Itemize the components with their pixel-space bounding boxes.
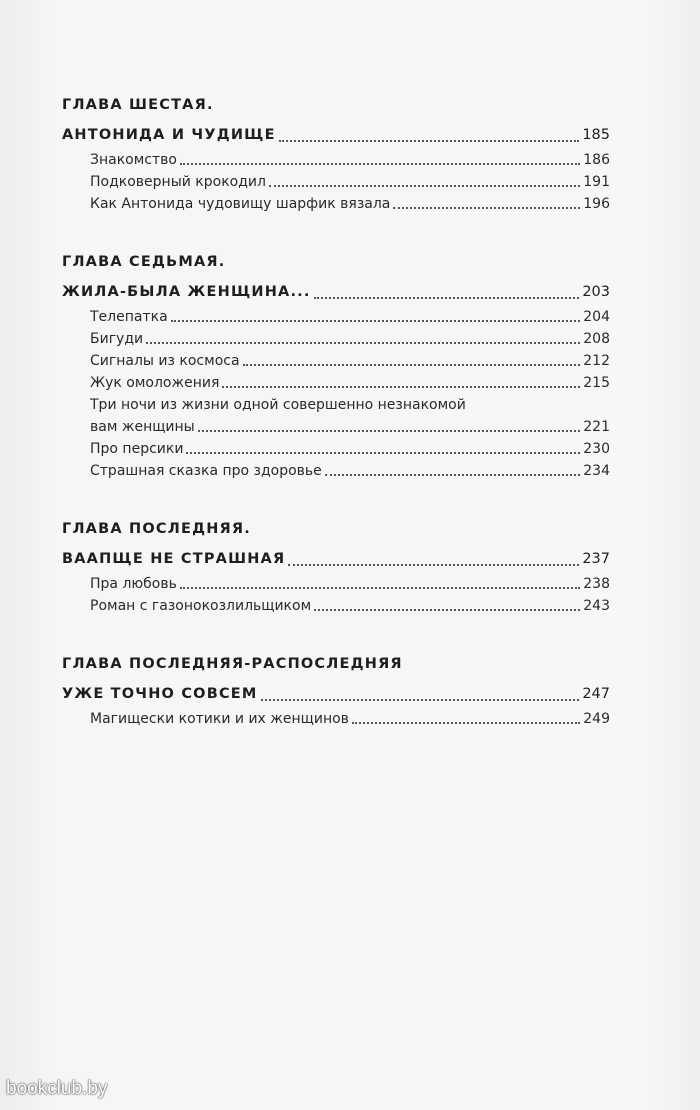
table-of-contents xyxy=(62,92,610,764)
chapter-heading: ГЛАВА ШЕСТАЯ. xyxy=(62,97,214,113)
entry-title: АНТОНИДА И ЧУДИЩЕ xyxy=(62,127,276,143)
toc-entry xyxy=(62,595,610,617)
dot-leader xyxy=(352,722,580,724)
dot-leader xyxy=(314,609,580,611)
page-number: 221 xyxy=(583,419,610,435)
page-number: 196 xyxy=(583,196,610,212)
dot-leader xyxy=(198,430,581,432)
dot-leader xyxy=(222,386,580,388)
toc-entry-line1 xyxy=(62,394,610,416)
entry-title: Знакомство xyxy=(90,152,177,168)
entry-title: ЖИЛА-БЫЛА ЖЕНЩИНА... xyxy=(62,284,311,300)
entry-title: Жук омоложения xyxy=(90,375,220,391)
toc-entry xyxy=(62,372,610,394)
dot-leader xyxy=(314,297,580,299)
toc-entry xyxy=(62,328,610,350)
dot-leader xyxy=(325,474,580,476)
chapter-heading: ГЛАВА ПОСЛЕДНЯЯ-РАСПОСЛЕДНЯЯ xyxy=(62,656,403,672)
dot-leader xyxy=(269,185,580,187)
entry-title: Про персики xyxy=(90,441,184,457)
entry-title: Роман с газонокозлильщиком xyxy=(90,598,312,614)
entry-title: Пра любовь xyxy=(90,576,177,592)
toc-entry-main xyxy=(62,681,610,707)
page-number: 243 xyxy=(583,598,610,614)
chapter-heading: ГЛАВА СЕДЬМАЯ. xyxy=(62,254,226,270)
toc-entry-main xyxy=(62,122,610,148)
page-number: 185 xyxy=(582,127,610,143)
toc-entry xyxy=(62,460,610,482)
chapter-last xyxy=(62,516,610,617)
entry-title: ВААПЩЕ НЕ СТРАШНАЯ xyxy=(62,551,286,567)
entry-title: Бигуди xyxy=(90,331,144,347)
page-number: 204 xyxy=(583,309,610,325)
page-number: 203 xyxy=(582,284,610,300)
dot-leader xyxy=(171,320,581,322)
toc-entry xyxy=(62,193,610,215)
dot-leader xyxy=(146,342,580,344)
entry-title: Страшная сказка про здоровье xyxy=(90,463,322,479)
toc-entry-main xyxy=(62,279,610,305)
entry-title-line1: Три ночи из жизни одной совершенно незнакомой xyxy=(90,397,466,413)
dot-leader xyxy=(393,207,580,209)
dot-leader xyxy=(261,699,580,701)
dot-leader xyxy=(279,140,580,142)
page-number: 234 xyxy=(583,463,610,479)
chapter-heading: ГЛАВА ПОСЛЕДНЯЯ. xyxy=(62,521,251,537)
page-number: 191 xyxy=(583,174,610,190)
toc-entry xyxy=(62,171,610,193)
page-number: 212 xyxy=(583,353,610,369)
toc-entry xyxy=(62,149,610,171)
dot-leader xyxy=(243,364,581,366)
page-number: 186 xyxy=(583,152,610,168)
toc-entry xyxy=(62,573,610,595)
toc-entry-main xyxy=(62,546,610,572)
page-number: 230 xyxy=(583,441,610,457)
entry-title: вам женщины xyxy=(90,419,195,435)
entry-title: Магищески котики и их женщинов xyxy=(90,711,349,727)
entry-title: Сигналы из космоса xyxy=(90,353,240,369)
toc-entry xyxy=(62,306,610,328)
page-number: 238 xyxy=(583,576,610,592)
chapter-7 xyxy=(62,249,610,482)
toc-entry xyxy=(62,416,610,438)
page-number: 249 xyxy=(583,711,610,727)
entry-title: Подковерный крокодил xyxy=(90,174,266,190)
entry-title: Как Антонида чудовищу шарфик вязала xyxy=(90,196,391,212)
dot-leader xyxy=(288,564,579,566)
toc-entry xyxy=(62,438,610,460)
chapter-very-last xyxy=(62,651,610,730)
toc-entry xyxy=(62,350,610,372)
page-number: 208 xyxy=(583,331,610,347)
chapter-6 xyxy=(62,92,610,215)
page-number: 247 xyxy=(582,686,610,702)
page-number: 237 xyxy=(582,551,610,567)
page-number: 215 xyxy=(583,375,610,391)
dot-leader xyxy=(180,163,580,165)
entry-title: Телепатка xyxy=(90,309,168,325)
toc-entry xyxy=(62,708,610,730)
dot-leader xyxy=(180,587,580,589)
watermark-text: bookclub.by xyxy=(6,1078,108,1099)
dot-leader xyxy=(186,452,580,454)
entry-title: УЖЕ ТОЧНО СОВСЕМ xyxy=(62,686,258,702)
